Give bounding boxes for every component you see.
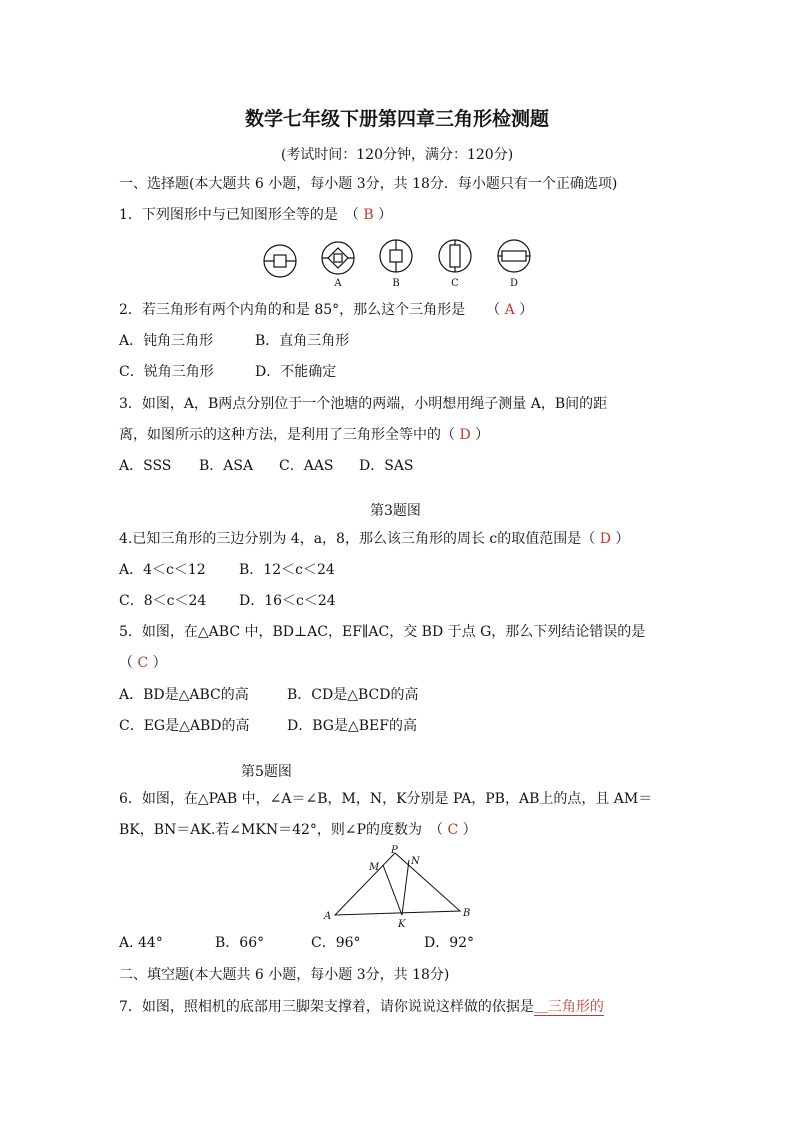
question-4-option-b: B．12＜c＜24 bbox=[239, 562, 335, 578]
question-6-figure bbox=[320, 843, 480, 931]
label-p: P bbox=[391, 845, 398, 856]
question-2-close: ） bbox=[519, 302, 534, 318]
question-3-text: 离，如图所示的这种方法，是利用了三角形全等中的（ bbox=[119, 427, 455, 443]
question-2-option-a: A．钝角三角形 bbox=[119, 333, 214, 349]
option-d-shape bbox=[498, 240, 530, 272]
given-shape bbox=[264, 245, 296, 277]
question-3-option-a: A．SSS bbox=[119, 458, 172, 474]
question-2 bbox=[119, 300, 533, 320]
section-choice-heading: 一、选择题(本大题共 6 小题，每小题 3分，共 18分．每小题只有一个正确选项) bbox=[119, 176, 618, 192]
question-4-option-c: C．8＜c＜24 bbox=[119, 593, 207, 609]
page-title: 数学七年级下册第四章三角形检测题 bbox=[244, 108, 549, 130]
question-5-open: （ bbox=[119, 655, 133, 671]
question-7-text: 7．如图，照相机的底部用三脚架支撑着，请你说说这样做的依据是 bbox=[119, 999, 534, 1015]
figure-3-caption: 第3题图 bbox=[370, 503, 421, 519]
question-5-answer: C bbox=[137, 655, 149, 671]
question-4 bbox=[119, 529, 629, 549]
question-1-figure bbox=[255, 236, 545, 292]
question-1-close: ） bbox=[378, 207, 393, 223]
question-6-option-a: A. 44° bbox=[119, 935, 163, 951]
question-3-option-b: B．ASA bbox=[199, 458, 254, 474]
question-2-options-row1 bbox=[119, 331, 349, 351]
question-5-option-c: C．EG是△ABD的高 bbox=[119, 718, 250, 734]
question-3-close: ） bbox=[475, 427, 490, 443]
option-d-label: D bbox=[509, 278, 519, 289]
question-5-option-b: B．CD是△BCD的高 bbox=[287, 687, 419, 703]
question-3-option-d: D．SAS bbox=[359, 458, 414, 474]
question-2-options-row2 bbox=[119, 362, 336, 382]
question-3-line1: 3．如图，A，B两点分别位于一个池塘的两端，小明想用绳子测量 A，B间的距 bbox=[119, 396, 608, 412]
label-b: B bbox=[463, 908, 471, 919]
section-fill-heading: 二、填空题(本大题共 6 小题，每小题 3分，共 18分) bbox=[119, 967, 450, 983]
question-5-option-a: A．BD是△ABC的高 bbox=[119, 687, 249, 703]
option-a-label: A bbox=[334, 278, 342, 289]
question-4-close: ） bbox=[615, 531, 630, 547]
label-a: A bbox=[324, 911, 332, 922]
question-2-text: 2．若三角形有两个内角的和是 85°，那么这个三角形是 （ bbox=[119, 302, 501, 318]
question-6-close: ） bbox=[462, 822, 477, 838]
question-1 bbox=[119, 205, 392, 225]
question-1-answer: B bbox=[363, 207, 374, 223]
question-2-option-d: D．不能确定 bbox=[255, 364, 337, 380]
figure-5-caption: 第5题图 bbox=[241, 764, 292, 780]
question-5-line2 bbox=[119, 653, 167, 673]
question-3-line2 bbox=[119, 425, 489, 445]
question-6-answer: C bbox=[447, 822, 459, 838]
question-4-options-row1 bbox=[119, 560, 335, 580]
question-5-line1: 5．如图，在△ABC 中，BD⊥AC，EF∥AC，交 BD 于点 G，那么下列结论错误的是 bbox=[119, 624, 646, 640]
question-6-option-d: D．92° bbox=[424, 935, 475, 951]
question-1-text: 1．下列图形中与已知图形全等的是 （ bbox=[119, 207, 359, 223]
question-4-option-d: D．16＜c＜24 bbox=[239, 593, 336, 609]
question-2-option-b: B．直角三角形 bbox=[255, 333, 350, 349]
option-c-shape bbox=[439, 240, 471, 272]
exam-info: (考试时间：120分钟，满分：120分) bbox=[280, 147, 514, 163]
label-n: N bbox=[411, 856, 420, 867]
question-5-options-row1 bbox=[119, 685, 418, 705]
question-5-close: ） bbox=[152, 655, 167, 671]
question-4-option-a: A．4＜c＜12 bbox=[119, 562, 206, 578]
question-3-option-c: C．AAS bbox=[279, 458, 334, 474]
question-7-answer: ＿三角形的 bbox=[533, 999, 604, 1015]
label-m: M bbox=[369, 862, 380, 873]
option-a-shape bbox=[322, 242, 354, 274]
question-6-options bbox=[119, 933, 474, 953]
question-6-option-c: C．96° bbox=[311, 935, 361, 951]
question-7 bbox=[119, 997, 604, 1017]
question-4-text: 4.已知三角形的三边分别为 4，a，8，那么该三角形的周长 c的取值范围是（ bbox=[119, 531, 596, 547]
question-5-options-row2 bbox=[119, 716, 417, 736]
question-6-line2 bbox=[119, 820, 477, 840]
option-b-label: B bbox=[392, 278, 400, 289]
question-2-answer: A bbox=[504, 302, 515, 318]
question-6-text: BK，BN＝AK.若∠MKN＝42°，则∠P的度数为 （ bbox=[119, 822, 444, 838]
option-c-label: C bbox=[451, 278, 459, 289]
question-4-options-row2 bbox=[119, 591, 336, 611]
question-3-options bbox=[119, 456, 414, 476]
question-6-line1: 6．如图，在△PAB 中，∠A＝∠B，M，N，K分别是 PA，PB，AB上的点，且 AM＝ bbox=[119, 791, 653, 807]
question-6-option-b: B．66° bbox=[215, 935, 265, 951]
question-4-answer: D bbox=[599, 531, 611, 547]
question-2-option-c: C．锐角三角形 bbox=[119, 364, 214, 380]
option-b-shape bbox=[380, 240, 412, 272]
label-k: K bbox=[398, 919, 406, 930]
question-3-answer: D bbox=[459, 427, 471, 443]
question-5-option-d: D．BG是△BEF的高 bbox=[287, 718, 417, 734]
